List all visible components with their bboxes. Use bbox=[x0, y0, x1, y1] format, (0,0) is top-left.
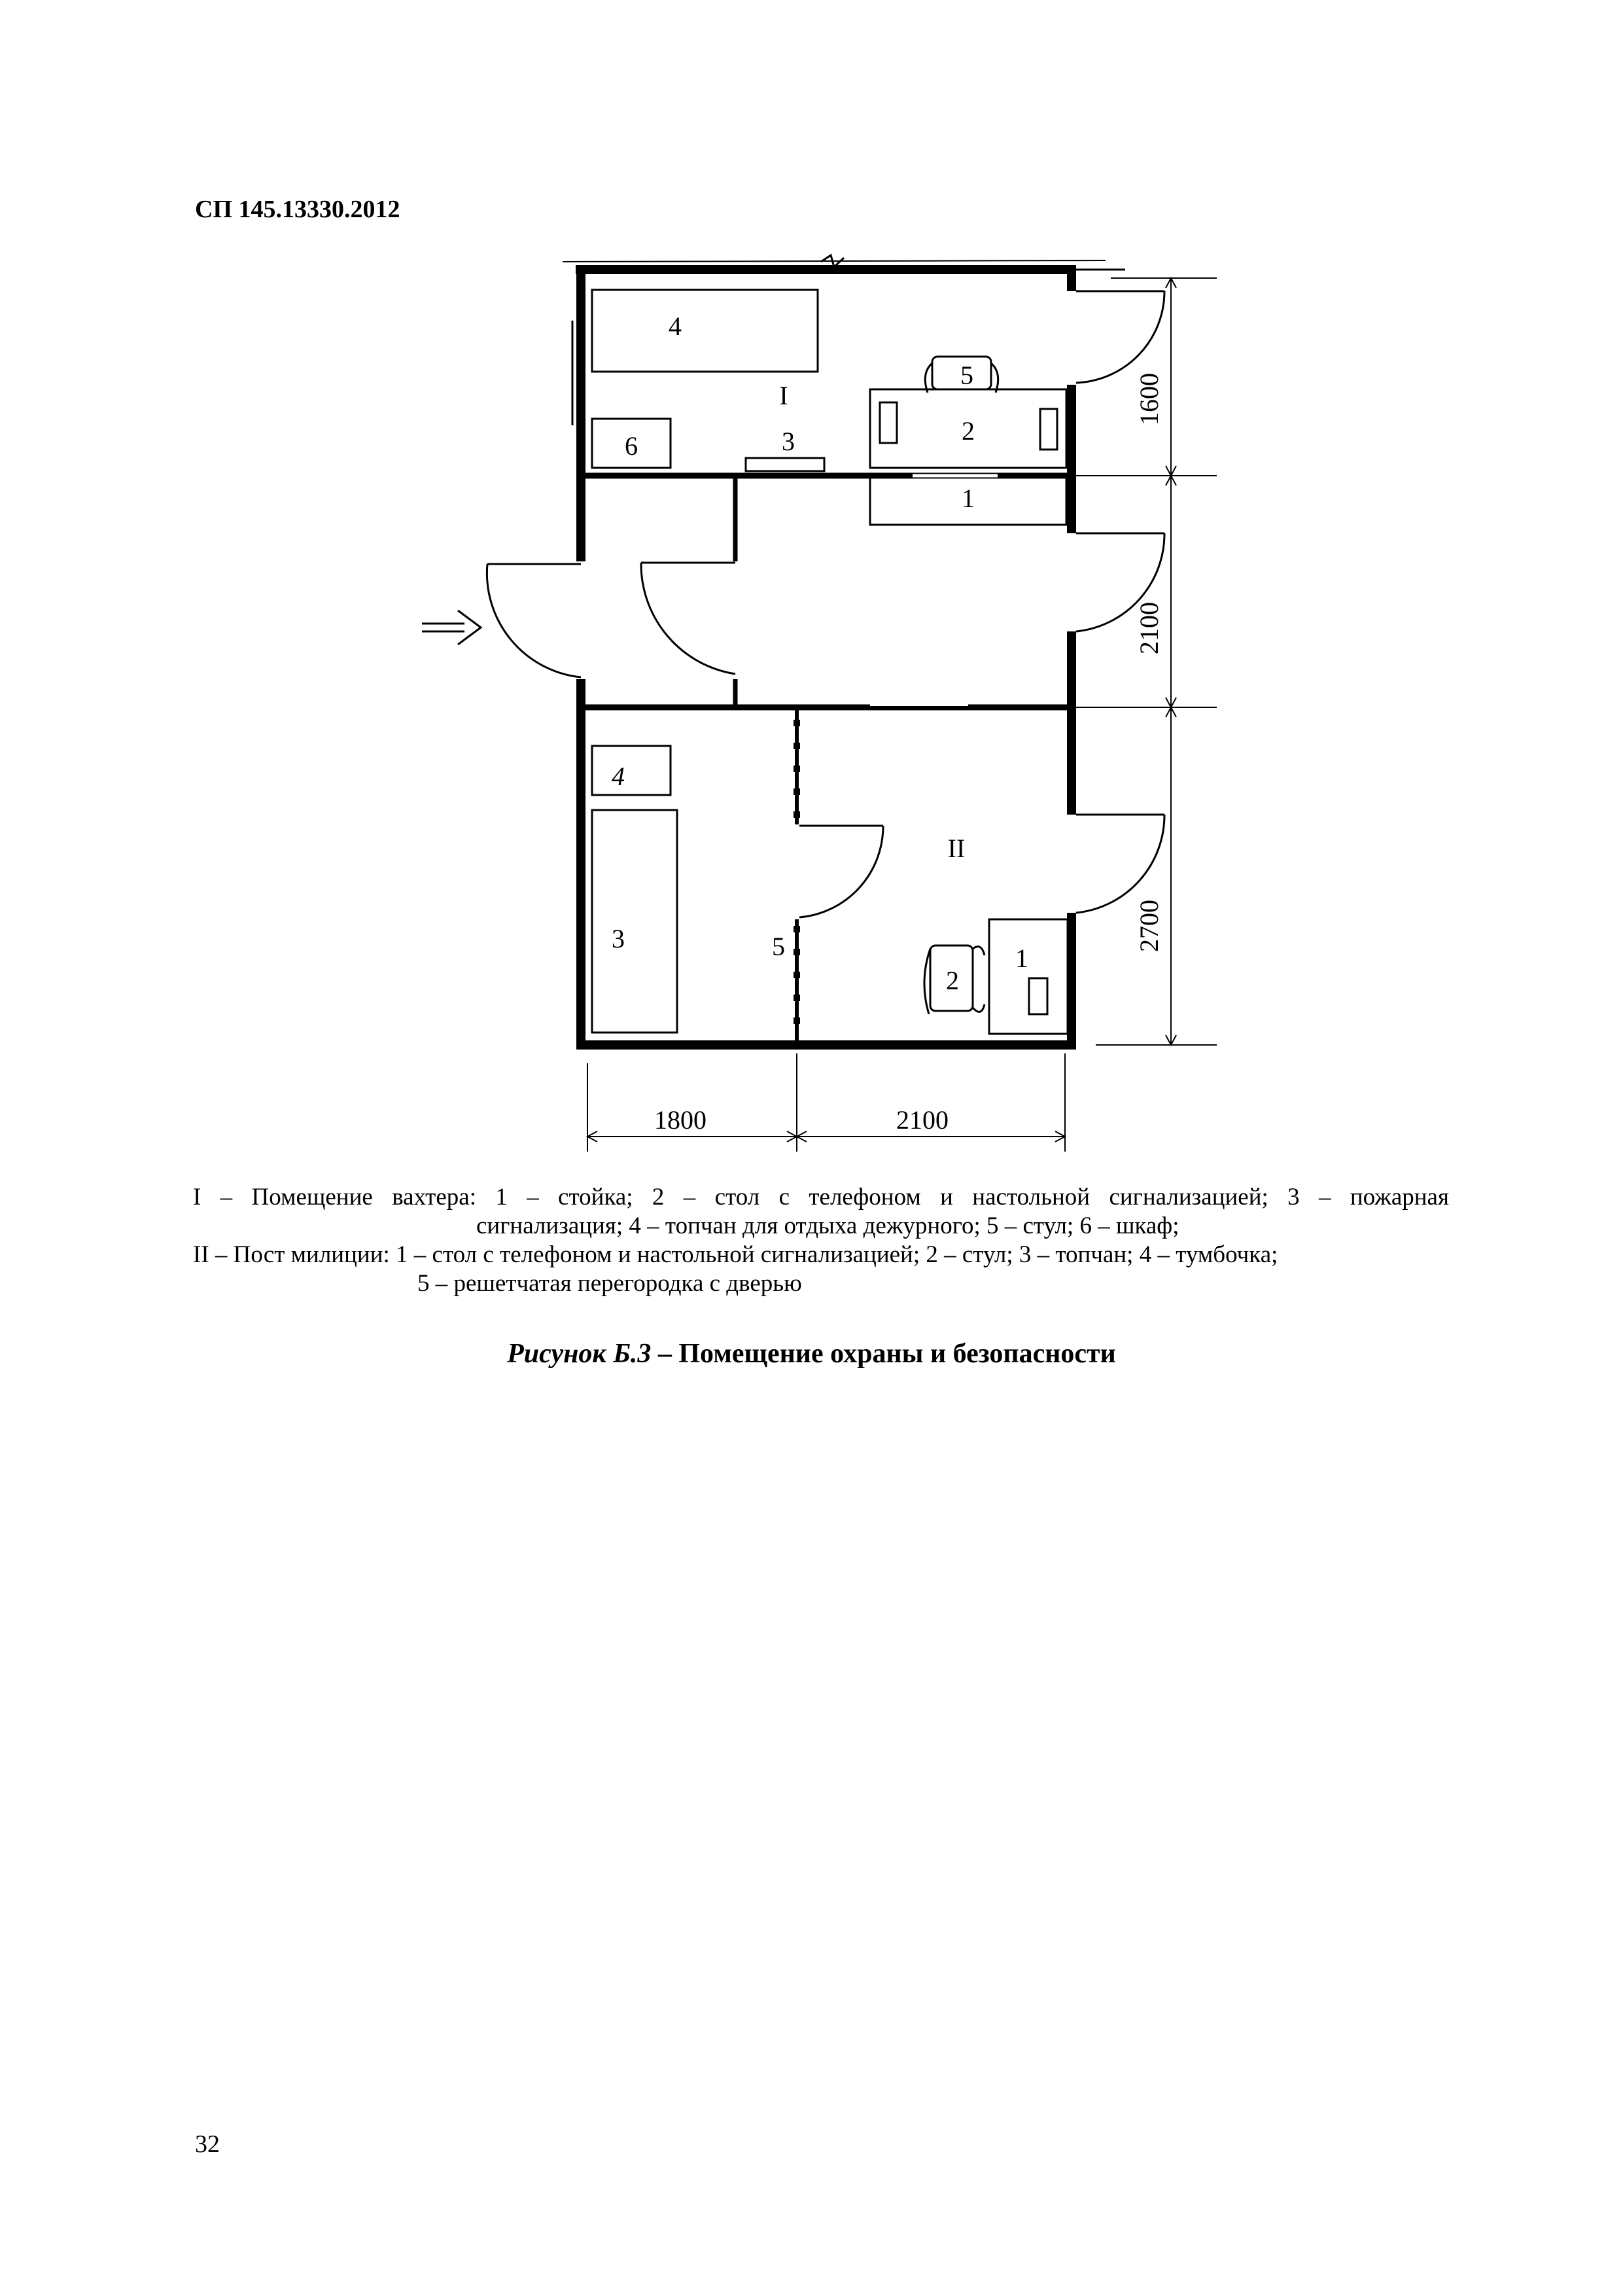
legend-line-3: II – Пост милиции: 1 – стол с телефоном и настольной сигнализацией; 2 – стул; 3 – топчан; 4 – тумбочка; bbox=[193, 1241, 1278, 1268]
dim-v3: 2700 bbox=[1134, 900, 1164, 952]
room1-item-2: 2 bbox=[962, 416, 975, 446]
room2-furniture bbox=[592, 746, 1068, 1034]
room1-fire-alarm bbox=[746, 458, 824, 471]
room1-item-4: 4 bbox=[669, 311, 682, 341]
lattice-partition bbox=[794, 707, 800, 1045]
room2-nightstand bbox=[592, 746, 671, 795]
room1-item-5: 5 bbox=[960, 361, 973, 390]
dim-h2: 2100 bbox=[896, 1105, 949, 1135]
room2-item-3: 3 bbox=[612, 924, 625, 953]
room1-item-1: 1 bbox=[962, 484, 975, 513]
room1-bed bbox=[592, 290, 818, 372]
dim-h1: 1800 bbox=[654, 1105, 707, 1135]
standard-code: СП 145.13330.2012 bbox=[195, 196, 400, 223]
page-number: 32 bbox=[195, 2130, 220, 2158]
room2-item-1: 1 bbox=[1015, 944, 1028, 973]
room2-label: II bbox=[947, 834, 966, 863]
room1-label: I bbox=[779, 381, 788, 410]
room2-bed bbox=[592, 810, 677, 1033]
dimension-chain-horizontal bbox=[587, 1053, 1065, 1152]
figure-title: Помещение охраны и безопасности bbox=[678, 1339, 1116, 1369]
plan-walls bbox=[563, 255, 1125, 1050]
legend-line-2: сигнализация; 4 – топчан для отдыха дежурного; 5 – стул; 6 – шкаф; bbox=[476, 1212, 1179, 1239]
caption-dash: – bbox=[651, 1339, 679, 1369]
dim-v1: 1600 bbox=[1134, 373, 1164, 425]
entrance-arrow-icon bbox=[422, 610, 481, 645]
figure-label: Рисунок Б.3 bbox=[507, 1339, 652, 1369]
room1-item-3: 3 bbox=[782, 427, 795, 456]
room2-item-2: 2 bbox=[946, 966, 959, 995]
room2-table bbox=[989, 919, 1068, 1034]
legend-line-1: I – Помещение вахтера: 1 – стойка; 2 – стол с телефоном и настольной сигнализацией; 3 – пожарная bbox=[193, 1184, 1449, 1210]
doors bbox=[487, 291, 1164, 917]
room1-item-6: 6 bbox=[625, 431, 638, 461]
dim-v2: 2100 bbox=[1134, 602, 1164, 654]
wall-top-ext bbox=[563, 260, 1106, 262]
legend-line-4: 5 – решетчатая перегородка с дверью bbox=[417, 1270, 802, 1297]
room2-item-5: 5 bbox=[772, 932, 785, 961]
figure-caption bbox=[0, 1338, 1623, 1369]
legend bbox=[193, 1183, 1449, 1298]
room1-furniture bbox=[592, 290, 1066, 525]
room2-item-4: 4 bbox=[612, 762, 625, 791]
